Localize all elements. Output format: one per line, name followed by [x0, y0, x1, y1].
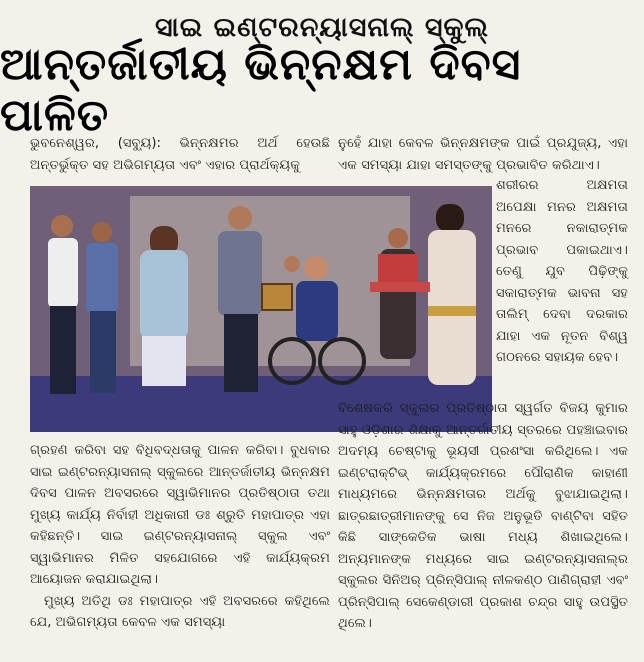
person-1-legs [50, 306, 76, 394]
column-c [496, 175, 628, 369]
headline: ଆନ୍ତର୍ଜାତୀୟ ଭିନ୍ନକ୍ଷମ ଦିବସ ପାଳିତ [0, 39, 522, 141]
paragraph-main: ଗ୍ରହଣ କରିବା ସହ ବିଧିବଦ୍ଧତାକୁ ପାଳନ କରିବା। ବୁଧବାର ସାଇ ଇଣ୍ଟରନ୍ୟାସନାଲ୍ ସ୍କୁଲରେ ଆନ୍ତର୍ଜାତୀୟ ଭିନ୍ନକ୍ଷମ ଦିବସ ପାଳନ ଅବସରରେ ସ୍ୱାଭିମାନର ପ୍ରତିଷ୍ଠାତା ତଥା ମୁଖ୍ୟ କାର୍ଯ୍ୟ ନିର୍ବାହୀ ଅଧିକାରୀ ଡଃ ଶ୍ରୁତି ମହାପାତ୍ର ଏହା କହିଛନ୍ତି। ସାଇ ଇଣ୍ଟରନ୍ୟାସନାଲ୍ ସ୍କୁଲ ଏବଂ ସ୍ୱାଭିମାନର ମିଳିତ ସହଯୋଗରେ ଏହି କାର୍ଯ୍ୟକ୍ରମ ଆୟୋଜନ କରାଯାଇଥିଲା। [30, 443, 330, 587]
gift-tray [370, 282, 430, 292]
person-7-scarf [378, 254, 418, 284]
person-3-body [140, 250, 188, 340]
person-3-skirt [142, 336, 186, 386]
paragraph-side: ଶରୀରର ଅକ୍ଷମତା ଅପେକ୍ଷା ମନର ଅକ୍ଷମତା ମନରେ ନକାରାତ୍ମକ ପ୍ରଭାବ ପକାଇଥାଏ। ତେଣୁ ଯୁବ ପିଢ଼ିଙ୍କୁ ସକାରାତ୍ମକ ଭାବନା ସହ ତାଲିମ୍ ଦେବା ଦରକାର ଯାହା ଏକ ନୂତନ ବିଶ୍ୱ ଗଠନରେ ସହାୟକ ହେବ। [496, 178, 628, 365]
news-photo [30, 186, 492, 432]
person-5-body [296, 281, 338, 341]
paragraph-continued: ନୁହେଁ ଯାହା କେବଳ ଭିନ୍ନକ୍ଷମଙ୍କ ପାଇଁ ପ୍ରଯୁଜ୍ୟ, ଏହା ଏକ ସମସ୍ୟା ଯାହା ସମସ୍ତଙ୍କୁ ପ୍ରଭାବିତ କରିଥାଏ। [338, 136, 628, 173]
column-b [338, 133, 628, 176]
paragraph-founder: ବିଶେଷକରି ସ୍କୁଲର ପ୍ରତିଷ୍ଠାତା ସ୍ୱର୍ଗତ ବିଜୟ କୁମାର ସାହୁ ଓଡ଼ିଶାର ଶିକ୍ଷାକୁ ଆନ୍ତର୍ଜାତୀୟ ସ୍ତରରେ ପହଞ୍ଚାଇବାର ଅଦମ୍ୟ ଚେଷ୍ଟାକୁ ଭୂୟସୀ ପ୍ରଶଂସା କରିଥିଲେ। ଏକ ଇଣ୍ଟରାକ୍ଟିଭ୍ କାର୍ଯ୍ୟକ୍ରମରେ ପୌରାଣିକ କାହାଣୀ ମାଧ୍ୟମରେ ଭିନ୍ନକ୍ଷମତାର ଅର୍ଥକୁ ବୁଝାଯାଇଥିଲା। ଛାତ୍ରଛାତ୍ରୀମାନଙ୍କୁ ସେ ନିଜ ଅନୁଭୂତି ବାଣ୍ଟିବା ସହିତ କିଛି ସାଙ୍କେତିକ ଭାଷା ମଧ୍ୟ ଶିଖାଇଥିଲେ। ଅନ୍ୟମାନଙ୍କ ମଧ୍ୟରେ ସାଇ ଇଣ୍ଟରନ୍ୟାସନାଲ୍‌ର ସ୍କୁଲର ସିନିଅର୍ ପ୍ରିନ୍ସିପାଲ୍ ନୀଳକଣ୍ଠ ପାଣିଗ୍ରାହୀ ଏବଂ ପ୍ରିନ୍ସିପାଲ୍ ସେକେଣ୍ଡାରୀ ପ୍ରକାଶ ଚନ୍ଦ୍ର ସାହୁ ଉପସ୍ଥିତ ଥିଲେ। [338, 401, 628, 631]
person-4-body [218, 231, 262, 316]
person-2-body [86, 243, 118, 313]
person-2-head [92, 222, 112, 242]
kicker: ସାଇ ଇଣ୍ଟରନ୍ୟାସନାଲ୍ ସ୍କୁଲ୍ [155, 12, 489, 43]
paragraph-dateline: ଭୁବନେଶ୍ୱର, (ସବ୍ୟୁ): ଭିନ୍ନକ୍ଷମର ଅର୍ଥ ହେଉଛି ଅନ୍ତର୍ଭୁକ୍ତ ସହ ଅଭିଗମ୍ୟତା ଏବଂ ଏହାର ପ୍ରାର୍ଥକ୍ୟକୁ [30, 136, 330, 173]
person-8-border [428, 306, 476, 316]
person-4-legs [224, 314, 258, 392]
column-d [30, 440, 330, 634]
person-6-head [284, 256, 300, 272]
award-plaque [262, 284, 292, 310]
person-2-legs [90, 311, 116, 393]
column-e [338, 398, 628, 635]
paragraph-chief-guest: ମୁଖ୍ୟ ଅତିଥି ଡଃ ମହାପାତ୍ର ଏହି ଅବସରରେ କହିଥିଲେ ଯେ, ଅଭିଗମ୍ୟତା କେବଳ ଏକ ସମସ୍ୟା [30, 593, 330, 630]
person-7-head [388, 228, 408, 248]
person-8-hair [436, 204, 464, 232]
person-1-body [48, 238, 78, 308]
person-5-head [304, 256, 328, 280]
photo-scene [30, 186, 492, 432]
column-a [30, 133, 330, 176]
person-4-head [228, 206, 252, 230]
person-1-head [51, 215, 73, 237]
